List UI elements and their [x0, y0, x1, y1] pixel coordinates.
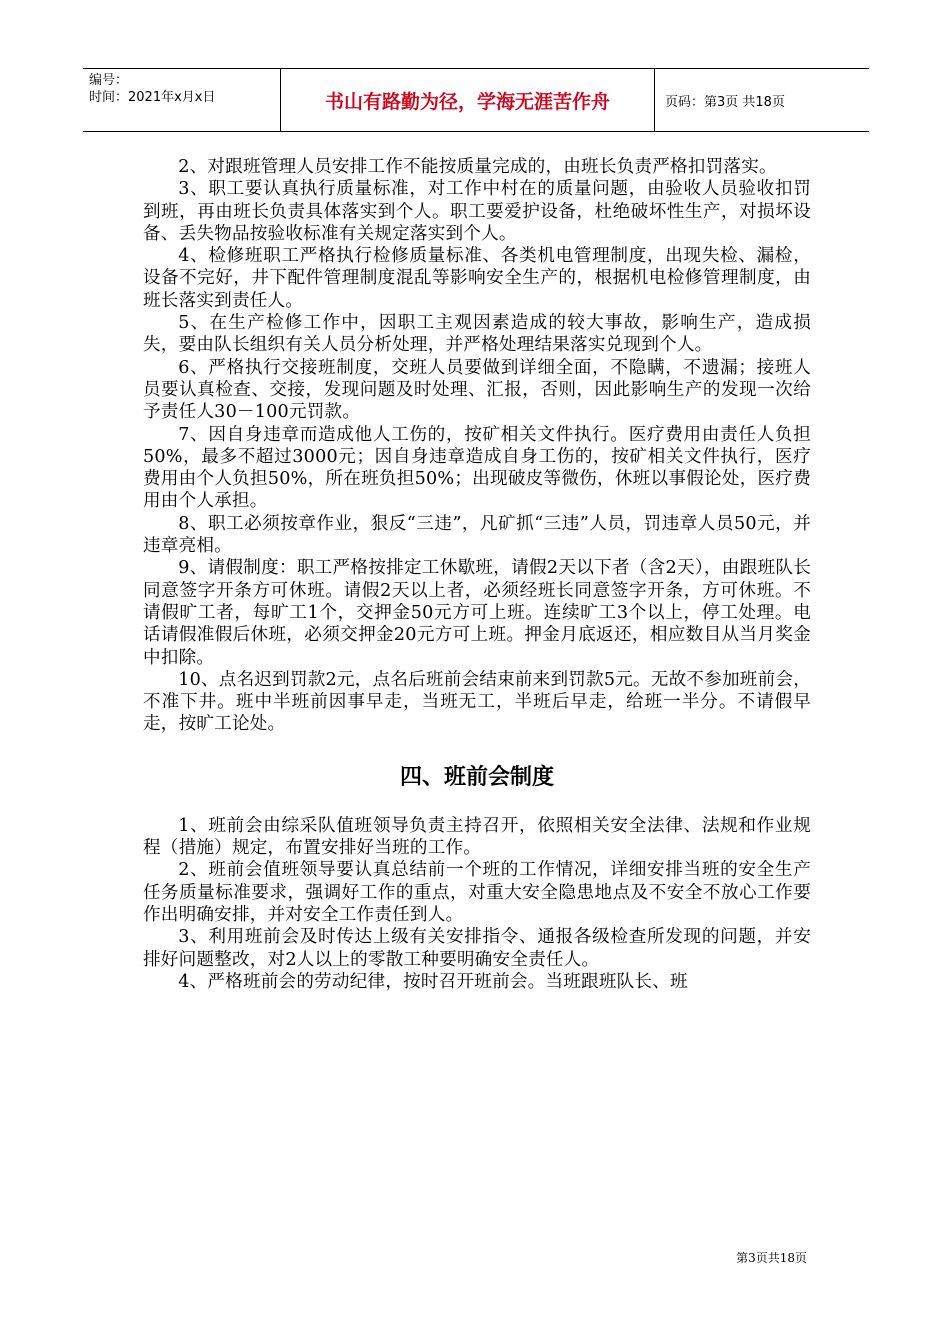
- document-time-label: 时间：2021年x月x日: [89, 90, 216, 105]
- paragraph: 3、职工要认真执行质量标准，对工作中村在的质量问题，由验收人员验收扣罚到班，再由班长负责具体落实到个人。职工要爱护设备，杜绝破坏性生产，对损坏设备、丢失物品按验收标准有关规定落实到个人。: [143, 179, 811, 244]
- paragraph: 8、职工必须按章作业，狠反“三违”，凡矿抓“三违”人员，罚违章人员50元，并违章亮相。: [143, 513, 811, 557]
- paragraph: 5、在生产检修工作中，因职工主观因素造成的较大事故，影响生产，造成损失，要由队长组织有关人员分析处理，并严格处理结果落实兑现到个人。: [143, 313, 811, 356]
- section-title: 四、班前会制度: [399, 764, 554, 790]
- paragraph: 9、请假制度：职工严格按排定工休歇班，请假2天以下者（含2天），由跟班队长同意签字开条方可休班。请假2天以上者，必须经班长同意签字开条，方可休班。不请假旷工者，每旷工1个，交押金50元方可上班。连续旷工3个以上，停工处理。电话请假准假后休班，必须交押金20元方可上班。押金月底返还，相应数目从当月奖金中扣除。: [143, 558, 811, 668]
- paragraph: 2、对跟班管理人员安排工作不能按质量完成的，由班长负责严格扣罚落实。: [178, 157, 777, 177]
- paragraph: 2、班前会值班领导要认真总结前一个班的工作情况，详细安排当班的安全生产任务质量标准要求，强调好工作的重点，对重大安全隐患地点及不安全不放心工作要作出明确安排，并对安全工作责任到人。: [143, 860, 811, 925]
- header-motto: 书山有路勤为径，学海无涯苦作舟: [281, 69, 655, 131]
- document-number-label: 编号：: [89, 73, 129, 88]
- document-body: [143, 156, 811, 993]
- paragraph: 7、因自身违章而造成他人工伤的，按矿相关文件执行。医疗费用由责任人负担50%，最多不超过3000元；因自身违章造成自身工伤的，按矿相关文件执行，医疗费用由个人负担50%，所在班负担50%；出现破皮等微伤，休班以事假论处，医疗费用由个人承担。: [143, 424, 811, 512]
- paragraph: 1、班前会由综采队值班领导负责主持召开，依照相关安全法律、法规和作业规程（措施）规定，布置安排好当班的工作。: [143, 815, 811, 859]
- header-meta: [83, 69, 281, 131]
- meeting-paragraphs: [143, 815, 811, 993]
- page-footer: 第3页共18页: [736, 1251, 807, 1265]
- header-page-code: 页码：第3页 共18页: [665, 94, 785, 110]
- paragraph: 10、点名迟到罚款2元，点名后班前会结束前来到罚款5元。无故不参加班前会，不准下井。班中半班前因事早走，当班无工，半班后早走，给班一半分。不请假早走，按旷工论处。: [143, 669, 811, 735]
- paragraph: 4、检修班职工严格执行检修质量标准、各类机电管理制度，出现失检、漏检，设备不完好，井下配件管理制度混乱等影响安全生产的，根据机电检修管理制度，由班长落实到责任人。: [143, 246, 811, 311]
- rules-paragraphs: [143, 156, 811, 736]
- paragraph: 4、严格班前会的劳动纪律，按时召开班前会。当班跟班队长、班: [178, 971, 688, 992]
- paragraph: 6、严格执行交接班制度，交班人员要做到详细全面，不隐瞒，不遗漏；接班人员要认真检查、交接，发现问题及时处理、汇报，否则，因此影响生产的发现一次给予责任人30－100元罚款。: [143, 357, 811, 423]
- page-header: [83, 68, 869, 132]
- paragraph: 3、利用班前会及时传达上级有关安排指令、通报各级检查所发现的问题，并安排好问题整改，对2人以上的零散工种要明确安全责任人。: [143, 927, 811, 970]
